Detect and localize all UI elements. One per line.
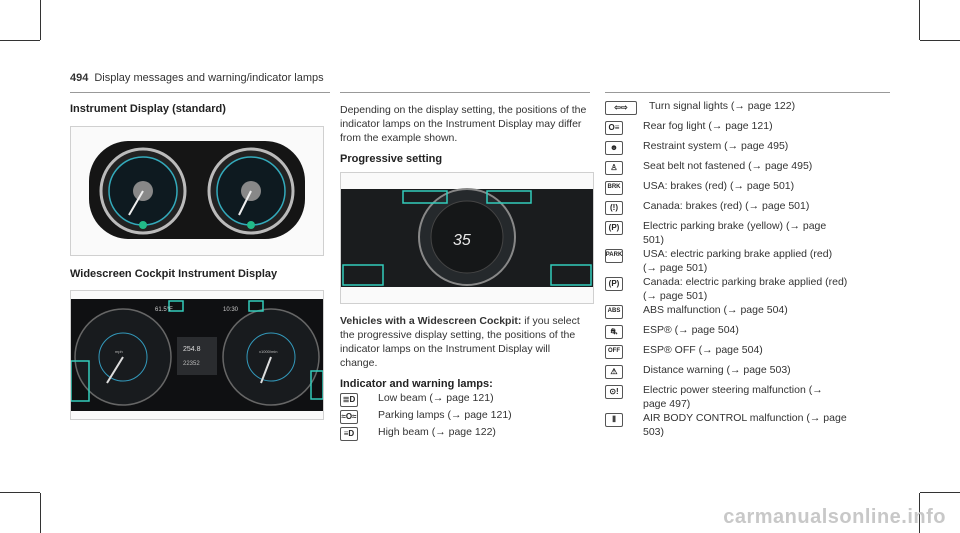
lamp-row	[340, 426, 496, 441]
lamp-text: AIR BODY CONTROL malfunction (→ page 503)	[643, 412, 847, 438]
turn-signal-icon: ⇦⇨	[605, 101, 637, 115]
widescreen-cluster-illustration	[71, 291, 323, 419]
crop-mark	[0, 40, 40, 41]
low-beam-icon: ≣D	[340, 393, 358, 407]
lamp-row	[605, 120, 773, 135]
section-heading-progressive: Progressive setting	[340, 153, 443, 165]
lamps-list	[340, 392, 590, 452]
lamp-row	[605, 276, 848, 303]
lamp-text: USA: electric parking brake applied (red) (→ page 501)	[643, 248, 833, 274]
watermark: carmanualsonline.info	[723, 506, 946, 528]
figure-widescreen-display	[70, 290, 324, 420]
lamp-row	[605, 384, 848, 411]
prog-speed: 35	[453, 232, 471, 249]
lamp-row	[605, 200, 809, 215]
high-beam-icon: ≡D	[340, 427, 358, 441]
lamp-text: Turn signal lights (→ page 122)	[649, 100, 796, 112]
lamp-text: Restraint system (→ page 495)	[643, 140, 789, 152]
canada-brake-icon: (!)	[605, 201, 623, 215]
esp-icon: ⛐	[605, 325, 623, 339]
header-rule	[340, 92, 590, 93]
crop-mark	[40, 0, 41, 40]
steering-icon: ⊙!	[605, 385, 623, 399]
lamp-text: Canada: brakes (red) (→ page 501)	[643, 200, 810, 212]
lamp-text: Canada: electric parking brake applied (red) (→ page 501)	[643, 276, 848, 302]
lamp-row	[605, 324, 739, 339]
lamp-text: Seat belt not fastened (→ page 495)	[643, 160, 813, 172]
intro-paragraph: Depending on the display setting, the positions of the indicator lamps on the Instrument Display may differ from the example shown.	[340, 104, 587, 144]
header-rule	[605, 92, 890, 93]
crop-mark	[920, 492, 960, 493]
section-heading-standard: Instrument Display (standard)	[70, 103, 226, 115]
warning-lamps-list	[605, 100, 890, 440]
vehicles-paragraph	[340, 314, 590, 370]
lamp-row	[605, 160, 812, 175]
lamp-row	[605, 412, 848, 439]
standard-cluster-illustration	[71, 127, 323, 255]
crop-mark	[920, 40, 960, 41]
wide-odo: 22352	[183, 361, 200, 367]
lamp-text: USA: brakes (red) (→ page 501)	[643, 180, 795, 192]
lamp-row	[605, 140, 788, 155]
lamp-row	[340, 409, 512, 424]
figure-standard-display	[70, 126, 324, 256]
lamp-text: Electric parking brake (yellow) (→ page 501)	[643, 220, 827, 246]
wide-temp: 61.5°F	[155, 307, 173, 313]
wide-unit-left: mph	[115, 349, 123, 354]
lamp-row	[605, 220, 848, 247]
lamp-text: Parking lamps (→ page 121)	[378, 409, 512, 421]
wide-time: 10:30	[223, 307, 239, 313]
lamp-text: ABS malfunction (→ page 504)	[643, 304, 788, 316]
page-number: 494	[70, 72, 89, 84]
lamp-text: Rear fog light (→ page 121)	[643, 120, 773, 132]
lamp-row	[605, 100, 795, 115]
lamp-row	[605, 248, 848, 275]
crop-mark	[0, 492, 40, 493]
lamp-text: ESP® (→ page 504)	[643, 324, 739, 336]
lamp-row	[340, 392, 494, 407]
header-rule	[70, 92, 330, 93]
esp-off-icon: OFF	[605, 345, 623, 359]
page-header	[70, 72, 324, 84]
restraint-system-icon: ☻	[605, 141, 623, 155]
seat-belt-icon: ♙	[605, 161, 623, 175]
abs-icon: ABS	[605, 305, 623, 319]
parking-brake-icon: (P)	[605, 221, 623, 235]
crop-mark	[919, 0, 920, 40]
vehicles-text: if you select the progressive display setting, the positions of the indicator lamps on the Instrument Display will change.	[340, 315, 580, 369]
figure-progressive-display	[340, 172, 594, 304]
lamps-heading: Indicator and warning lamps:	[340, 378, 493, 390]
crop-mark	[40, 493, 41, 533]
lamp-text: Distance warning (→ page 503)	[643, 364, 791, 376]
lamp-row	[605, 344, 763, 359]
lamp-text: Low beam (→ page 121)	[378, 392, 494, 404]
lamp-row	[605, 304, 788, 319]
vehicles-label: Vehicles with a Widescreen Cockpit:	[340, 315, 522, 327]
wide-unit-right: x1000/min	[259, 349, 278, 354]
air-body-control-icon: ⫴	[605, 413, 623, 427]
lamp-text: High beam (→ page 122)	[378, 426, 496, 438]
rear-fog-light-icon: O≡	[605, 121, 623, 135]
lamp-text: Electric power steering malfunction (→ page 497)	[643, 384, 823, 410]
page-title: Display messages and warning/indicator lamps	[94, 72, 324, 84]
wide-speed: 254.8	[183, 346, 201, 353]
lamp-row	[605, 364, 791, 379]
section-heading-widescreen: Widescreen Cockpit Instrument Display	[70, 268, 278, 280]
park-icon: PARK	[605, 249, 623, 263]
brake-icon: BRK	[605, 181, 623, 195]
parking-lamps-icon: ≈O≈	[340, 410, 358, 424]
lamp-row	[605, 180, 794, 195]
progressive-cluster-illustration	[341, 173, 593, 303]
distance-warning-icon: ⚠	[605, 365, 623, 379]
canada-parking-brake-icon: (P)	[605, 277, 623, 291]
lamp-text: ESP® OFF (→ page 504)	[643, 344, 763, 356]
